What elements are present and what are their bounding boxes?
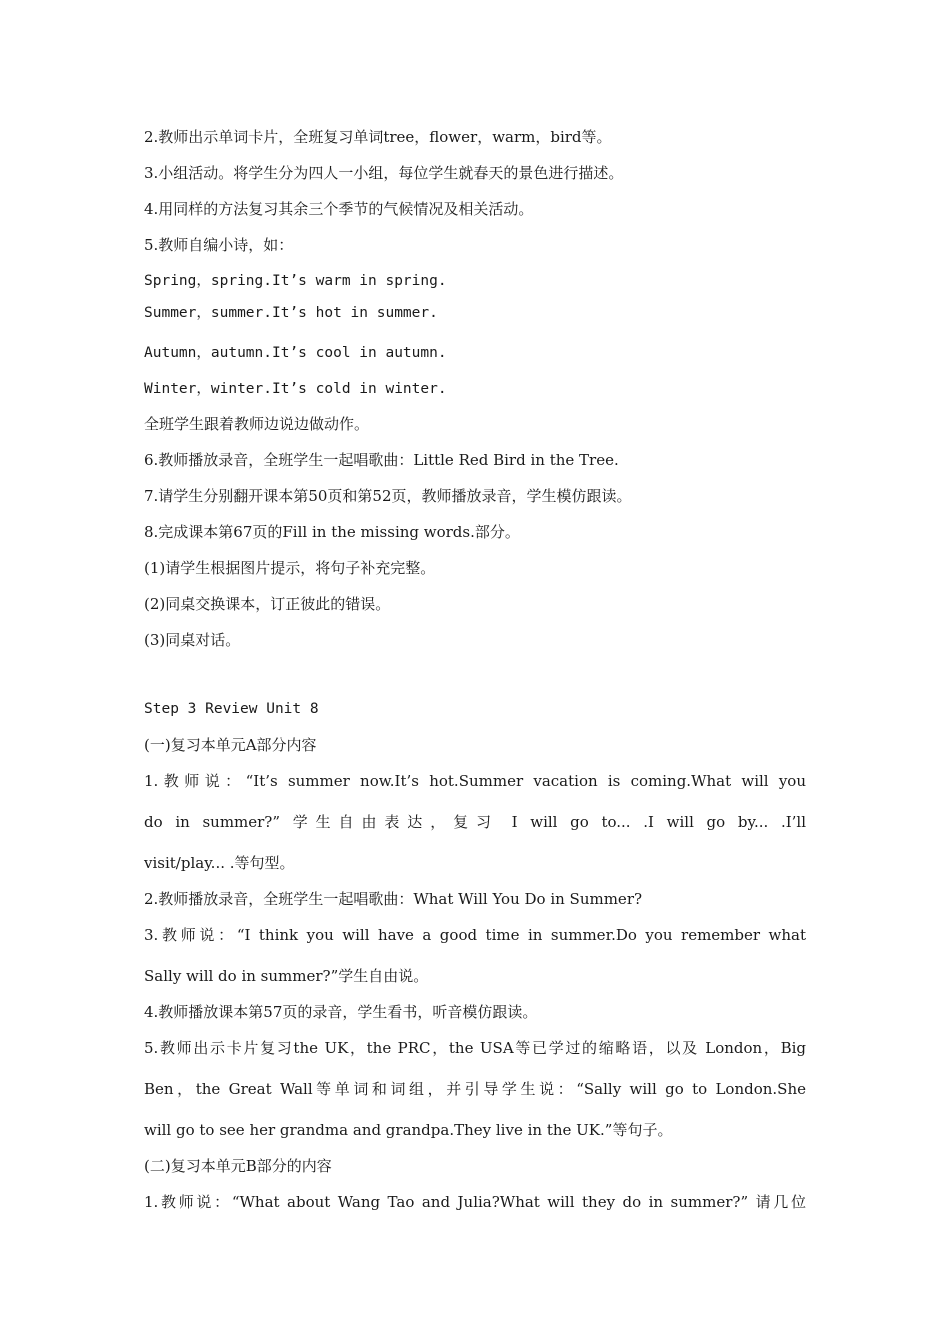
text-line: Sally will do in summer?”学生自由说。 bbox=[144, 967, 429, 985]
text-line: visit/play... .等句型。 bbox=[144, 854, 295, 872]
text-line: 2.教师出示单词卡片，全班复习单词tree，flower，warm，bird等。 bbox=[144, 128, 612, 146]
text-line: 3.教师说：“I think you will have a good time in summer.Do you remember what bbox=[144, 926, 806, 944]
poem-line: Summer，summer.It’s hot in summer. bbox=[144, 305, 438, 321]
text-line: 2.教师播放录音，全班学生一起唱歌曲：What Will You Do in Summer? bbox=[144, 890, 643, 908]
poem-line: Spring，spring.It’s warm in spring. bbox=[144, 273, 447, 289]
poem-line: Autumn，autumn.It’s cool in autumn. bbox=[144, 345, 447, 361]
text-line: 5.教师自编小诗，如： bbox=[144, 236, 294, 254]
text-line: 3.小组活动。将学生分为四人一小组，每位学生就春天的景色进行描述。 bbox=[144, 164, 624, 182]
text-line: do in summer?” 学生自由表达，复习 I will go to... .I will go by... .I’ll bbox=[144, 813, 806, 831]
text-line: 4.用同样的方法复习其余三个季节的气候情况及相关活动。 bbox=[144, 200, 534, 218]
text-line: 4.教师播放课本第57页的录音，学生看书，听音模仿跟读。 bbox=[144, 1003, 538, 1021]
text-line: 8.完成课本第67页的Fill in the missing words.部分。 bbox=[144, 523, 520, 541]
subsection-heading: (二)复习本单元B部分的内容 bbox=[144, 1157, 332, 1175]
text-line: (2)同桌交换课本，订正彼此的错误。 bbox=[144, 595, 391, 613]
poem-line: Winter，winter.It’s cold in winter. bbox=[144, 381, 447, 397]
text-line: Ben，the Great Wall等单词和词组，并引导学生说：“Sally will go to London.She bbox=[144, 1080, 806, 1098]
text-line: (1)请学生根据图片提示，将句子补充完整。 bbox=[144, 559, 436, 577]
text-line: 6.教师播放录音，全班学生一起唱歌曲：Little Red Bird in the Tree. bbox=[144, 451, 619, 469]
text-line: 1.教师说：“It’s summer now.It’s hot.Summer vacation is coming.What will you bbox=[144, 772, 806, 790]
text-line: 1.教师说：“What about Wang Tao and Julia?What will they do in summer?” 请几位 bbox=[144, 1193, 806, 1211]
subsection-heading: (一)复习本单元A部分内容 bbox=[144, 736, 317, 754]
text-line: 全班学生跟着教师边说边做动作。 bbox=[144, 415, 370, 433]
text-line: 5.教师出示卡片复习the UK，the PRC，the USA等已学过的缩略语，以及 London，Big bbox=[144, 1039, 806, 1057]
text-line: (3)同桌对话。 bbox=[144, 631, 241, 649]
text-line: 7.请学生分别翻开课本第50页和第52页，教师播放录音，学生模仿跟读。 bbox=[144, 487, 632, 505]
text-line: will go to see her grandma and grandpa.They live in the UK.”等句子。 bbox=[144, 1121, 673, 1139]
section-heading: Step 3 Review Unit 8 bbox=[144, 701, 319, 717]
